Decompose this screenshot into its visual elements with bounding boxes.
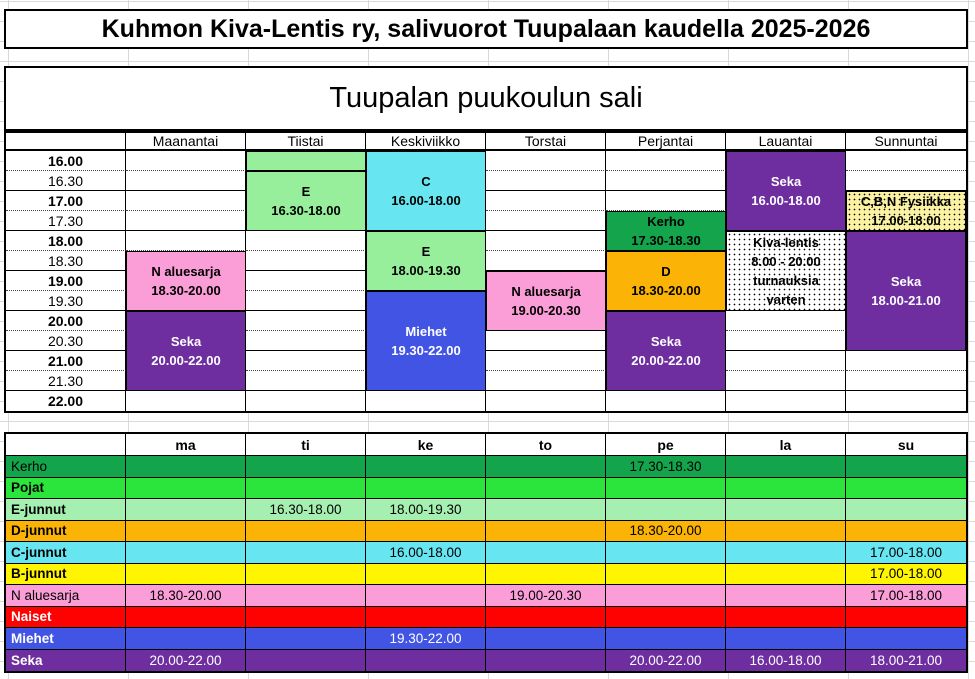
block-line: 18.30-20.00 xyxy=(151,283,221,298)
summary-time-cell xyxy=(486,564,606,586)
calendar-cell xyxy=(486,211,606,231)
block-line: 19.00-20.30 xyxy=(511,303,581,318)
summary-time-cell: 18.00-19.30 xyxy=(366,499,486,521)
schedule-block-perjantai-d xyxy=(606,251,726,311)
summary-time-cell xyxy=(246,521,366,543)
block-line: 18.00-19.30 xyxy=(391,263,461,278)
block-line: D xyxy=(661,264,671,279)
day-header-maanantai: Maanantai xyxy=(126,133,246,151)
calendar-cell xyxy=(606,151,726,171)
summary-time-cell xyxy=(846,628,966,650)
summary-time-cell xyxy=(726,564,846,586)
day-header-torstai: Torstai xyxy=(486,133,606,151)
summary-time-cell xyxy=(126,456,246,478)
block-line: N aluesarja xyxy=(151,264,221,279)
hall-subtitle: Tuupalan puukoulun sali xyxy=(4,66,968,131)
summary-time-cell xyxy=(726,478,846,500)
time-label-16.30: 16.30 xyxy=(6,171,126,191)
day-header-perjantai: Perjantai xyxy=(606,133,726,151)
summary-time-cell xyxy=(606,607,726,629)
calendar-cell xyxy=(486,191,606,211)
time-label-19.30: 19.30 xyxy=(6,291,126,311)
calendar-corner-cell xyxy=(6,133,126,151)
summary-time-cell xyxy=(606,628,726,650)
summary-time-cell: 18.00-21.00 xyxy=(846,650,966,672)
block-line: 17.30-18.30 xyxy=(631,233,701,248)
summary-time-cell xyxy=(486,521,606,543)
summary-time-cell: 16.00-18.00 xyxy=(726,650,846,672)
block-line: Kiva-lentis xyxy=(753,235,819,250)
block-line: C xyxy=(421,174,431,189)
summary-time-cell: 20.00-22.00 xyxy=(126,650,246,672)
summary-time-cell xyxy=(126,478,246,500)
block-line: 18.00-21.00 xyxy=(871,293,941,308)
block-line: 19.30-22.00 xyxy=(391,343,461,358)
time-label-19.00: 19.00 xyxy=(6,271,126,291)
calendar-cell xyxy=(366,391,486,411)
summary-time-cell: 19.00-20.30 xyxy=(486,585,606,607)
calendar-cell xyxy=(846,391,966,411)
schedule-block-perjantai-seka xyxy=(606,311,726,391)
calendar-cell xyxy=(486,391,606,411)
block-line: 8.00 - 20.00 xyxy=(751,254,821,269)
summary-time-cell xyxy=(246,564,366,586)
time-label-20.00: 20.00 xyxy=(6,311,126,331)
calendar-cell xyxy=(126,231,246,251)
summary-time-cell xyxy=(726,542,846,564)
time-label-20.30: 20.30 xyxy=(6,331,126,351)
block-line: 18.30-20.00 xyxy=(631,283,701,298)
summary-day-header-ti: ti xyxy=(246,434,366,456)
summary-time-cell xyxy=(726,456,846,478)
summary-day-header-ke: ke xyxy=(366,434,486,456)
summary-time-cell: 16.30-18.00 xyxy=(246,499,366,521)
summary-time-cell: 17.00-18.00 xyxy=(846,585,966,607)
summary-time-cell xyxy=(846,456,966,478)
summary-day-header-to: to xyxy=(486,434,606,456)
calendar-cell xyxy=(606,191,726,211)
summary-day-header-su: su xyxy=(846,434,966,456)
summary-time-cell xyxy=(366,456,486,478)
schedule-block-keskiviikko-miehet xyxy=(366,291,486,391)
block-line: 20.00-22.00 xyxy=(151,353,221,368)
block-line: 16.00-18.00 xyxy=(391,193,461,208)
summary-time-cell: 19.30-22.00 xyxy=(366,628,486,650)
summary-time-cell xyxy=(246,650,366,672)
calendar-cell xyxy=(246,291,366,311)
calendar-cell xyxy=(726,371,846,391)
block-line: E xyxy=(301,184,311,199)
summary-row-label-c-junnut: C-junnut xyxy=(6,542,126,564)
time-label-21.00: 21.00 xyxy=(6,351,126,371)
schedule-block-sunnuntai-seka xyxy=(846,231,966,351)
summary-row-label-pojat: Pojat xyxy=(6,478,126,500)
summary-time-cell xyxy=(486,607,606,629)
schedule-block-tiistai-filler xyxy=(246,151,366,171)
summary-time-cell xyxy=(846,521,966,543)
summary-day-header-ma: ma xyxy=(126,434,246,456)
summary-time-cell: 17.30-18.30 xyxy=(606,456,726,478)
time-label-18.30: 18.30 xyxy=(6,251,126,271)
summary-time-cell: 16.00-18.00 xyxy=(366,542,486,564)
time-label-22.00: 22.00 xyxy=(6,391,126,411)
block-line: 16.30-18.00 xyxy=(271,203,341,218)
weekly-schedule-grid xyxy=(4,131,968,413)
calendar-cell xyxy=(726,331,846,351)
summary-time-cell: 20.00-22.00 xyxy=(606,650,726,672)
summary-time-cell xyxy=(726,521,846,543)
schedule-block-torstai-n-aluesarja xyxy=(486,271,606,331)
summary-time-cell xyxy=(246,607,366,629)
summary-time-cell xyxy=(726,499,846,521)
calendar-cell xyxy=(726,391,846,411)
calendar-cell xyxy=(486,151,606,171)
calendar-cell xyxy=(726,311,846,331)
calendar-cell xyxy=(846,171,966,191)
summary-row-label-miehet: Miehet xyxy=(6,628,126,650)
block-line: Seka xyxy=(170,334,202,349)
summary-time-cell xyxy=(606,542,726,564)
summary-time-cell: 17.00-18.00 xyxy=(846,542,966,564)
block-line: Seka xyxy=(650,334,682,349)
calendar-cell xyxy=(246,271,366,291)
calendar-cell xyxy=(606,171,726,191)
calendar-cell xyxy=(246,351,366,371)
summary-time-cell xyxy=(126,521,246,543)
summary-time-cell xyxy=(366,478,486,500)
summary-time-cell xyxy=(366,564,486,586)
summary-row-label-kerho: Kerho xyxy=(6,456,126,478)
summary-row-label-d-junnut: D-junnut xyxy=(6,521,126,543)
calendar-cell xyxy=(846,371,966,391)
summary-row-label-seka: Seka xyxy=(6,650,126,672)
summary-time-cell xyxy=(486,456,606,478)
schedule-block-lauantai-seka xyxy=(726,151,846,231)
calendar-cell xyxy=(126,191,246,211)
time-label-17.30: 17.30 xyxy=(6,211,126,231)
summary-time-cell: 18.30-20.00 xyxy=(126,585,246,607)
schedule-block-keskiviikko-e xyxy=(366,231,486,291)
calendar-cell xyxy=(126,391,246,411)
summary-time-cell xyxy=(606,585,726,607)
summary-time-cell xyxy=(366,650,486,672)
calendar-cell xyxy=(126,151,246,171)
schedule-block-tiistai-e xyxy=(246,171,366,231)
summary-time-cell xyxy=(366,521,486,543)
calendar-cell xyxy=(486,251,606,271)
block-line: 20.00-22.00 xyxy=(631,353,701,368)
summary-corner-cell xyxy=(6,434,126,456)
calendar-cell xyxy=(246,371,366,391)
summary-row-label-e-junnut: E-junnut xyxy=(6,499,126,521)
summary-time-cell xyxy=(606,478,726,500)
page-title: Kuhmon Kiva-Lentis ry, salivuorot Tuupalaan kaudella 2025-2026 xyxy=(4,9,968,49)
summary-time-cell xyxy=(126,499,246,521)
block-line: Miehet xyxy=(405,324,447,339)
summary-time-cell xyxy=(366,585,486,607)
calendar-cell xyxy=(486,371,606,391)
schedule-block-maanantai-n-aluesarja xyxy=(126,251,246,311)
schedule-block-keskiviikko-c xyxy=(366,151,486,231)
summary-time-cell xyxy=(126,607,246,629)
summary-time-cell xyxy=(486,628,606,650)
summary-day-header-la: la xyxy=(726,434,846,456)
block-line: varten xyxy=(766,292,806,307)
calendar-cell xyxy=(846,151,966,171)
summary-time-cell xyxy=(846,607,966,629)
summary-time-cell xyxy=(366,607,486,629)
schedule-block-perjantai-kerho xyxy=(606,211,726,251)
calendar-cell xyxy=(246,311,366,331)
summary-time-cell xyxy=(486,650,606,672)
summary-time-cell xyxy=(126,628,246,650)
calendar-cell xyxy=(846,351,966,371)
time-label-21.30: 21.30 xyxy=(6,371,126,391)
summary-time-cell xyxy=(726,628,846,650)
calendar-cell xyxy=(486,171,606,191)
summary-time-cell xyxy=(726,585,846,607)
day-header-lauantai: Lauantai xyxy=(726,133,846,151)
block-line: N aluesarja xyxy=(511,284,581,299)
schedule-block-lauantai-kiva-lentis xyxy=(726,231,846,311)
summary-table xyxy=(4,432,968,673)
schedule-block-sunnuntai-fysiikka xyxy=(846,191,966,231)
summary-time-cell xyxy=(126,542,246,564)
summary-time-cell xyxy=(606,499,726,521)
calendar-cell xyxy=(246,391,366,411)
calendar-cell xyxy=(606,391,726,411)
calendar-cell xyxy=(486,331,606,351)
summary-time-cell xyxy=(246,628,366,650)
summary-time-cell: 18.30-20.00 xyxy=(606,521,726,543)
time-label-18.00: 18.00 xyxy=(6,231,126,251)
block-line: C,B,N Fysiikka xyxy=(860,194,952,209)
summary-time-cell xyxy=(486,478,606,500)
summary-row-label-b-junnut: B-junnut xyxy=(6,564,126,586)
summary-row-label-n-aluesarja: N aluesarja xyxy=(6,585,126,607)
summary-time-cell xyxy=(486,542,606,564)
summary-time-cell xyxy=(726,607,846,629)
calendar-cell xyxy=(726,351,846,371)
calendar-cell xyxy=(126,171,246,191)
block-line: 16.00-18.00 xyxy=(751,193,821,208)
summary-time-cell xyxy=(846,478,966,500)
block-line: turnauksia xyxy=(753,273,819,288)
summary-time-cell xyxy=(246,456,366,478)
schedule-block-maanantai-seka xyxy=(126,311,246,391)
block-line: Seka xyxy=(770,174,802,189)
summary-time-cell: 17.00-18.00 xyxy=(846,564,966,586)
summary-time-cell xyxy=(846,499,966,521)
time-label-16.00: 16.00 xyxy=(6,151,126,171)
summary-time-cell xyxy=(246,478,366,500)
summary-time-cell xyxy=(246,585,366,607)
block-line: 17.00-18.00 xyxy=(871,213,941,228)
block-line: E xyxy=(421,244,431,259)
summary-day-header-pe: pe xyxy=(606,434,726,456)
summary-time-cell xyxy=(126,564,246,586)
summary-time-cell xyxy=(606,564,726,586)
block-line: Seka xyxy=(890,274,922,289)
calendar-cell xyxy=(486,351,606,371)
day-header-keskiviikko: Keskiviikko xyxy=(366,133,486,151)
summary-time-cell xyxy=(486,499,606,521)
day-header-tiistai: Tiistai xyxy=(246,133,366,151)
calendar-cell xyxy=(246,251,366,271)
calendar-cell xyxy=(246,331,366,351)
block-line: Kerho xyxy=(647,214,685,229)
time-label-17.00: 17.00 xyxy=(6,191,126,211)
calendar-cell xyxy=(126,211,246,231)
calendar-cell xyxy=(486,231,606,251)
calendar-cell xyxy=(246,231,366,251)
summary-row-label-naiset: Naiset xyxy=(6,607,126,629)
day-header-sunnuntai: Sunnuntai xyxy=(846,133,966,151)
summary-time-cell xyxy=(246,542,366,564)
